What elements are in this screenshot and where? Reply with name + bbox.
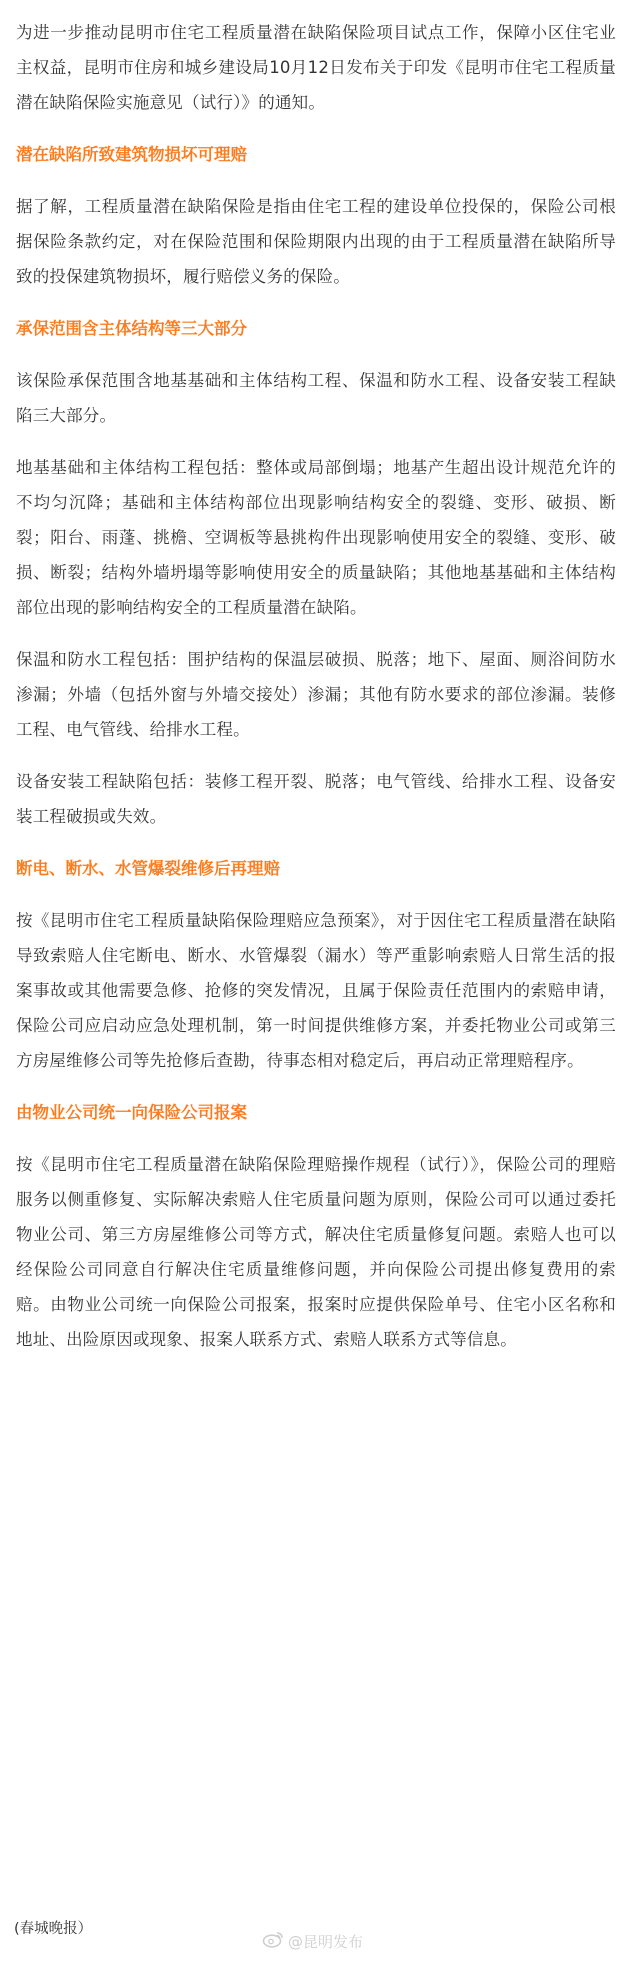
paragraph-6: 按《昆明市住宅工程质量缺陷保险理赔应急预案》，对于因住宅工程质量潜在缺陷导致索赔人住宅断电、断水、水管爆裂（漏水）等严重影响索赔人日常生活的报案事故或其他需要急修、抢修的突发情况，且属于保险责任范围内的索赔申请，保险公司应启动应急处理机制，第一时间提供维修方案，并委托物业公司或第三方房屋维修公司等先抢修后查勘，待事态相对稳定后，再启动正常理赔程序。	[16, 911, 616, 1070]
paragraph-4: 保温和防水工程包括：围护结构的保温层破损、脱落；地下、屋面、厕浴间防水渗漏；外墙（包括外窗与外墙交接处）渗漏；其他有防水要求的部位渗漏。装修工程、电气管线、给排水工程。	[16, 650, 616, 739]
watermark	[262, 1928, 363, 1954]
article	[16, 0, 616, 1357]
section-heading-2: 承保范围含主体结构等三大部分	[16, 319, 247, 338]
source-credit: (春城晚报）	[14, 1921, 93, 1937]
watermark-text: @昆明发布	[288, 1932, 364, 1951]
weibo-icon	[262, 1930, 288, 1952]
paragraph-3: 地基基础和主体结构工程包括：整体或局部倒塌；地基产生超出设计规范允许的不均匀沉降；基础和主体结构部位出现影响结构安全的裂缝、变形、破损、断裂；阳台、雨蓬、挑檐、空调板等悬挑构件出现影响使用安全的裂缝、变形、破损、断裂；结构外墙坍塌等影响使用安全的质量缺陷；其他地基基础和主体结构部位出现的影响结构安全的工程质量潜在缺陷。	[16, 458, 616, 617]
intro-paragraph: 为进一步推动昆明市住宅工程质量潜在缺陷保险项目试点工作，保障小区住宅业主权益，昆明市住房和城乡建设局10月12日发布关于印发《昆明市住宅工程质量潜在缺陷保险实施意见（试行）》的通知。	[16, 23, 616, 112]
paragraph-7: 按《昆明市住宅工程质量潜在缺陷保险理赔操作规程（试行）》，保险公司的理赔服务以侧重修复、实际解决索赔人住宅质量问题为原则，保险公司可以通过委托物业公司、第三方房屋维修公司等方式，解决住宅质量修复问题。索赔人也可以经保险公司同意自行解决住宅质量维修问题，并向保险公司提出修复费用的索赔。由物业公司统一向保险公司报案，报案时应提供保险单号、住宅小区名称和地址、出险原因或现象、报案人联系方式、索赔人联系方式等信息。	[16, 1155, 616, 1349]
paragraph-5: 设备安装工程缺陷包括：装修工程开裂、脱落；电气管线、给排水工程、设备安装工程破损或失效。	[16, 772, 616, 826]
paragraph-1: 据了解，工程质量潜在缺陷保险是指由住宅工程的建设单位投保的，保险公司根据保险条款约定，对在保险范围和保险期限内出现的由于工程质量潜在缺陷所导致的投保建筑物损坏，履行赔偿义务的保险。	[16, 197, 616, 286]
section-heading-4: 由物业公司统一向保险公司报案	[16, 1103, 247, 1122]
paragraph-2: 该保险承保范围含地基基础和主体结构工程、保温和防水工程、设备安装工程缺陷三大部分。	[16, 371, 616, 425]
section-heading-1: 潜在缺陷所致建筑物损坏可理赔	[16, 145, 247, 164]
section-heading-3: 断电、断水、水管爆裂维修后再理赔	[16, 859, 280, 878]
